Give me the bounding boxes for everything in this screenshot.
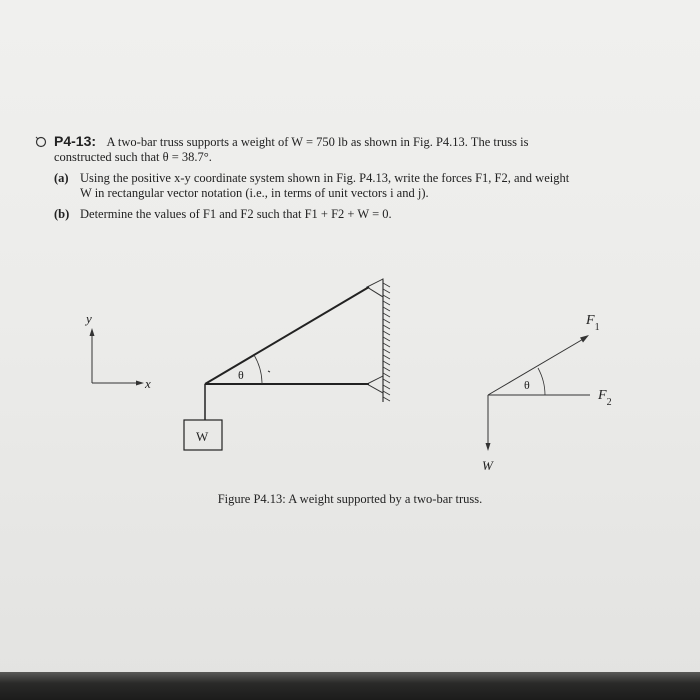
wall-support (367, 279, 390, 402)
f2-label (597, 388, 612, 408)
f2-letter: F (598, 388, 607, 403)
axis-y-label: y (86, 311, 92, 326)
problem-intro-line2: constructed such that θ = 38.7°. (54, 150, 212, 164)
fbd-weight-label: W (482, 458, 493, 473)
f2-subscript: 2 (606, 397, 612, 408)
part-a-line2: W in rectangular vector notation (i.e., in terms of unit vectors i and j). (80, 186, 429, 200)
truss-theta-label: θ (238, 368, 244, 382)
free-body-diagram (482, 313, 612, 473)
part-b-line1: Determine the values of F1 and F2 such that F1 + F2 + W = 0. (80, 207, 392, 221)
fbd-theta-label: θ (524, 378, 530, 392)
truss-bars (205, 287, 369, 384)
coordinate-axes (84, 311, 151, 391)
problem-number: P4-13: (54, 133, 97, 149)
problem-intro-line1: A two-bar truss supports a weight of W = 750 lb as shown in Fig. P4.13. The truss is (106, 135, 529, 149)
f1-letter: F (586, 313, 595, 328)
figure-caption: Figure P4.13: A weight supported by a two-bar truss. (217, 492, 483, 506)
weight-box-label: W (196, 429, 209, 444)
part-b-label: (b) (54, 207, 70, 221)
part-a-label: (a) (54, 171, 69, 185)
part-a-line1: Using the positive x-y coordinate system shown in Fig. P4.13, write the forces F1, F2, and weight (80, 171, 570, 185)
f1-label (585, 313, 600, 333)
f1-subscript: 1 (594, 322, 600, 333)
axis-x-label: x (145, 376, 151, 391)
hanging-weight (184, 384, 222, 450)
